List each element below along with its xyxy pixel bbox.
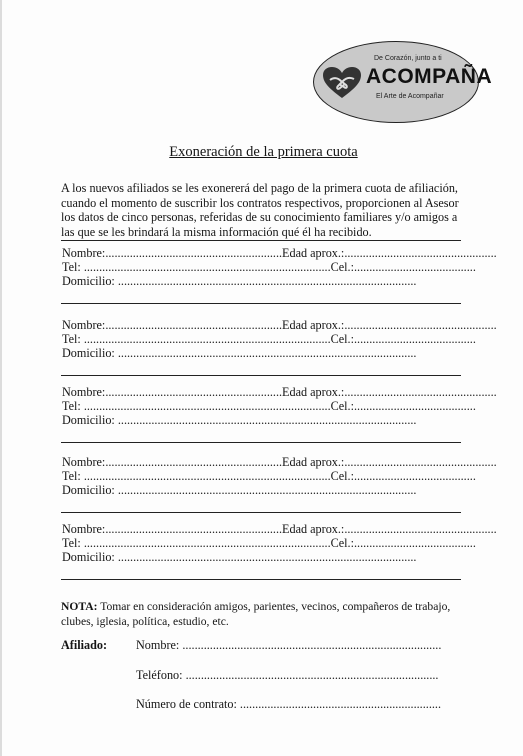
address-label: Domicilio: [62,413,115,427]
address-label: Domicilio: [62,346,115,360]
fill-dots: .................................................. [344,522,497,536]
address-label: Domicilio: [62,274,115,288]
divider [61,375,461,376]
age-label: Edad aprox.: [282,246,345,260]
phone-label: Tel: [62,536,81,550]
phone-label: Tel: [62,469,81,483]
acompana-logo [313,41,493,123]
mobile-label: Cel.: [330,399,354,413]
note [61,599,466,629]
fill-dots: .................................................................................................. [114,550,417,564]
intro-line: A los nuevos afiliados se les exonererá del pago de la primera cuota de afiliación, [61,181,458,195]
page-title: Exoneración de la primera cuota [169,144,358,160]
divider [61,442,461,443]
fill-dots: .................................................................................................. [114,413,417,427]
affiliate-label: Afiliado: [61,638,108,652]
note-text: Tomar en consideración amigos, parientes, vecinos, compañeros de trabajo, clubes, iglesia, política, estudio, etc. [61,600,451,628]
fill-dots: .................................................. [344,455,497,469]
fill-dots: ................................................................................. [80,469,331,483]
fill-dots: ................................................................................. [80,260,331,274]
note-label: NOTA: [61,600,98,613]
fill-dots: ................................................................................. [80,399,331,413]
name-label: Nombre: [62,246,106,260]
fill-dots: ................................................................................... [185,668,439,682]
fill-dots: ........................................ [353,469,476,483]
logo-tagline: De Corazón, junto a ti [374,55,442,62]
fill-dots: .................................................................. [239,697,441,711]
referral-row-name[interactable] [62,455,497,469]
divider [61,579,461,580]
heart-hands-icon [322,66,362,100]
referral-row-address[interactable] [62,413,416,427]
age-label: Edad aprox.: [282,318,345,332]
referral-row-name[interactable] [62,246,497,260]
affiliate-name-label: Nombre: [136,638,180,652]
referral-row-address[interactable] [62,483,416,497]
fill-dots: .......................................................... [105,522,283,536]
fill-dots: ..................................................................................... [182,638,442,652]
intro-line: cuando el momento de suscribir los contratos respectivos, proporcionen al Asesor [61,195,459,210]
affiliate-contract-field[interactable] [136,697,441,712]
mobile-label: Cel.: [330,536,354,550]
mobile-label: Cel.: [330,332,354,346]
intro-paragraph [61,181,471,239]
logo-subtitle: El Arte de Acompañar [376,93,444,100]
divider [61,303,461,304]
fill-dots: .................................................................................................. [114,346,417,360]
fill-dots: .......................................................... [105,318,283,332]
referral-row-phone[interactable] [62,536,476,550]
referral-row-name[interactable] [62,385,497,399]
affiliate-name-field[interactable] [136,638,441,653]
fill-dots: .................................................. [344,385,497,399]
address-label: Domicilio: [62,483,115,497]
name-label: Nombre: [62,385,106,399]
fill-dots: .................................................. [344,318,497,332]
fill-dots: ........................................ [353,399,476,413]
fill-dots: .......................................................... [105,385,283,399]
age-label: Edad aprox.: [282,455,345,469]
age-label: Edad aprox.: [282,522,345,536]
fill-dots: .................................................................................................. [114,483,417,497]
referral-row-phone[interactable] [62,332,476,346]
affiliate-contract-label: Número de contrato: [136,697,237,711]
fill-dots: ........................................ [353,260,476,274]
name-label: Nombre: [62,522,106,536]
divider [61,240,461,241]
address-label: Domicilio: [62,550,115,564]
phone-label: Tel: [62,260,81,274]
referral-row-phone[interactable] [62,260,476,274]
referral-row-phone[interactable] [62,469,476,483]
fill-dots: ........................................ [353,536,476,550]
name-label: Nombre: [62,318,106,332]
fill-dots: ................................................................................. [80,536,331,550]
intro-line: los datos de cinco personas, referidas de su conocimiento familiares y/o amigos a [61,210,458,224]
referral-row-address[interactable] [62,550,416,564]
referral-row-address[interactable] [62,346,416,360]
phone-label: Tel: [62,399,81,413]
referral-row-name[interactable] [62,318,497,332]
referral-row-name[interactable] [62,522,497,536]
mobile-label: Cel.: [330,260,354,274]
intro-line: las que se les brindará la misma información qué él ha recibido. [61,224,372,239]
logo-brand: ACOMPAÑA [366,65,493,88]
fill-dots: ........................................ [353,332,476,346]
fill-dots: .......................................................... [105,455,283,469]
referral-row-address[interactable] [62,274,416,288]
referral-row-phone[interactable] [62,399,476,413]
age-label: Edad aprox.: [282,385,345,399]
phone-label: Tel: [62,332,81,346]
affiliate-phone-label: Teléfono: [136,668,183,682]
fill-dots: ................................................................................. [80,332,331,346]
divider [61,512,461,513]
fill-dots: .................................................. [344,246,497,260]
name-label: Nombre: [62,455,106,469]
mobile-label: Cel.: [330,469,354,483]
affiliate-phone-field[interactable] [136,668,438,683]
fill-dots: .................................................................................................. [114,274,417,288]
fill-dots: .......................................................... [105,246,283,260]
